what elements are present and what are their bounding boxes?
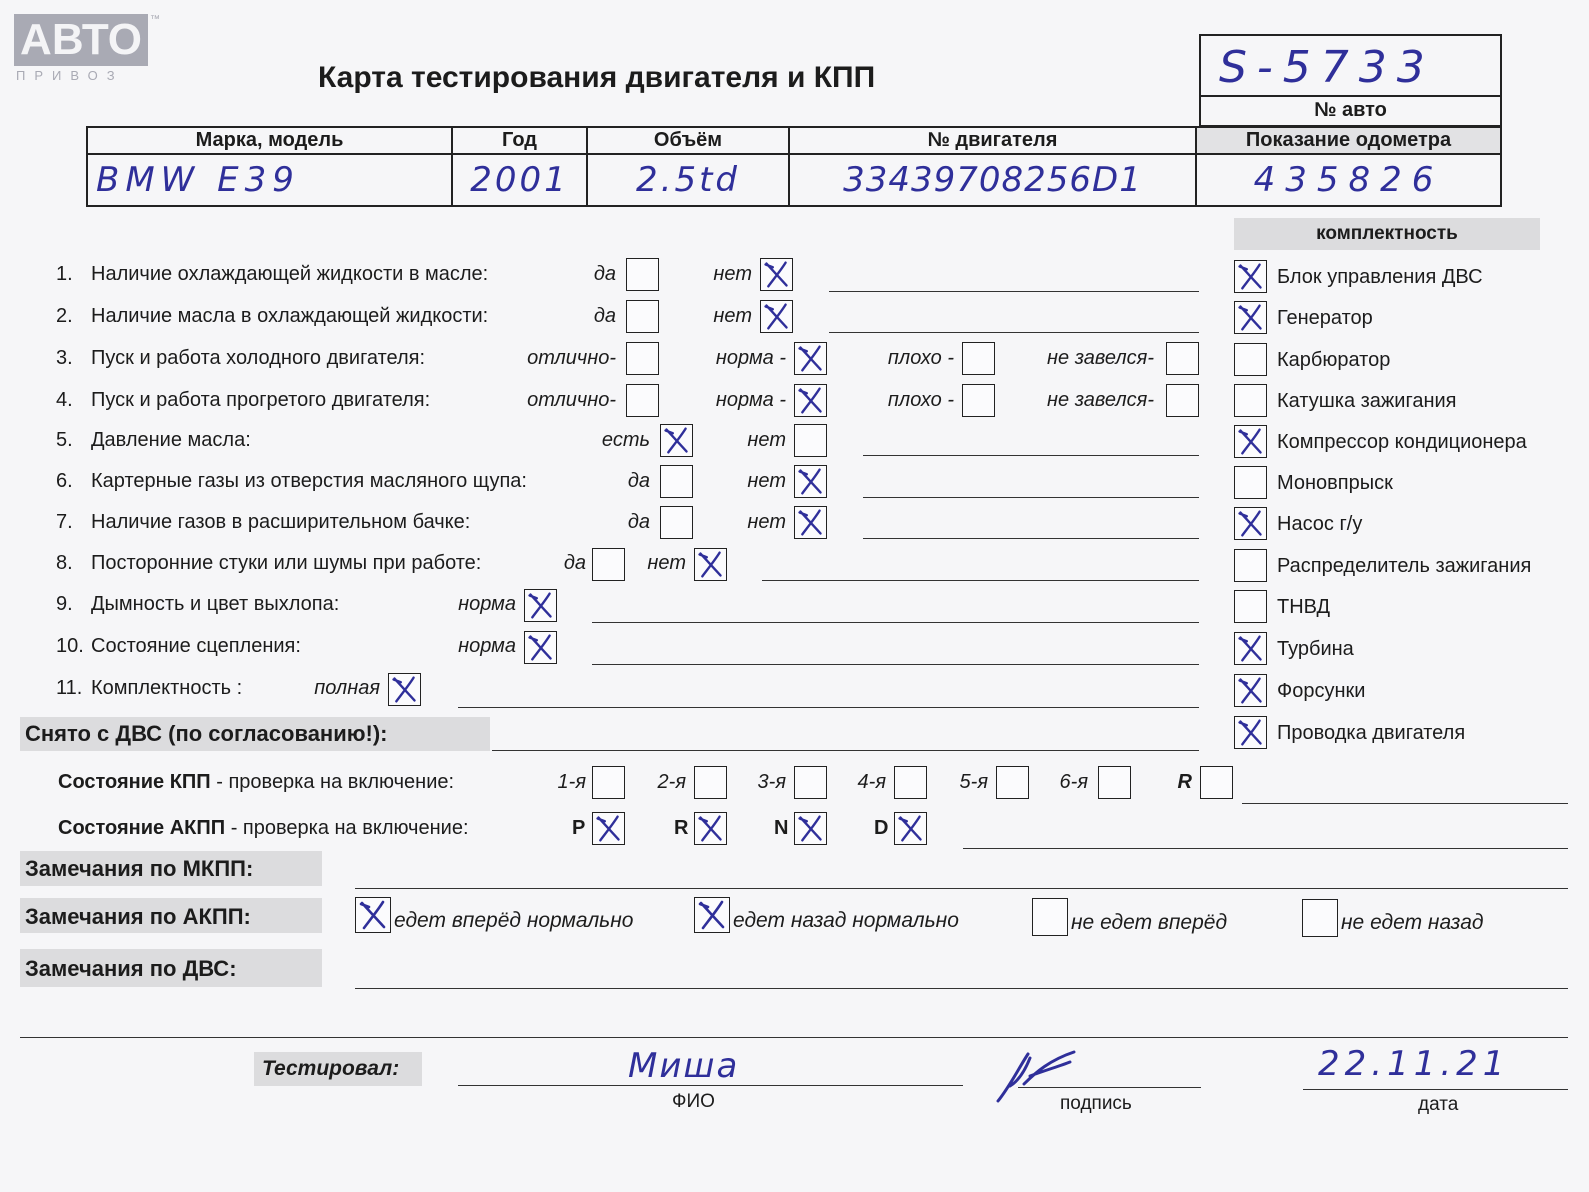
akpp-remark-label: едет вперёд нормально (394, 909, 634, 932)
item-number: 5. (56, 429, 73, 451)
akpp-mode-checkbox[interactable] (592, 812, 625, 845)
akpp-mode-label: N (774, 817, 789, 839)
komplekt-checkbox[interactable] (1234, 260, 1267, 293)
logo-sub: ПРИВОЗ (16, 68, 124, 83)
komplekt-label: Карбюратор (1277, 349, 1391, 371)
item-label: Дымность и цвет выхлопа: (91, 593, 340, 615)
option-label: полная (314, 677, 380, 699)
gear-checkbox[interactable] (794, 766, 827, 799)
option-checkbox[interactable] (1166, 342, 1199, 375)
option-checkbox[interactable] (760, 300, 793, 333)
check-mark-icon (389, 674, 420, 705)
gear-label: 3-я (757, 771, 786, 793)
option-label: нет (747, 511, 786, 533)
option-label: не завелся- (1047, 347, 1154, 369)
option-checkbox[interactable] (794, 384, 827, 417)
option-checkbox[interactable] (660, 465, 693, 498)
check-mark-icon (761, 301, 792, 332)
check-mark-icon (695, 549, 726, 580)
item-label: Комплектность : (91, 677, 243, 699)
tested-by-label: Тестировал: (262, 1057, 400, 1080)
remark-line (829, 291, 1199, 292)
komplekt-label: Генератор (1277, 307, 1373, 329)
komplekt-checkbox[interactable] (1234, 632, 1267, 665)
akpp-label (58, 816, 469, 840)
option-checkbox[interactable] (794, 424, 827, 457)
gear-checkbox[interactable] (1200, 766, 1233, 799)
check-mark-icon (1235, 717, 1266, 748)
option-label: плохо - (887, 347, 954, 369)
item-number: 10. (56, 635, 84, 657)
logo-tm: ™ (150, 14, 160, 25)
akpp-line (963, 848, 1568, 849)
tester-name: Миша (628, 1046, 740, 1086)
date-line (1303, 1089, 1568, 1090)
check-mark-icon (1235, 261, 1266, 292)
akpp-remark-checkbox[interactable] (694, 897, 730, 933)
option-label: не завелся- (1047, 389, 1154, 411)
auto-number-box (1199, 34, 1502, 127)
option-checkbox[interactable] (694, 548, 727, 581)
remark-line (762, 580, 1199, 581)
item-label: Посторонние стуки или шумы при работе: (91, 552, 482, 574)
check-mark-icon (525, 632, 556, 663)
check-mark-icon (1235, 302, 1266, 333)
check-mark-icon (695, 898, 729, 932)
vehicle-header-table (86, 126, 1502, 207)
komplekt-label: Катушка зажигания (1277, 390, 1457, 412)
akpp-remark-checkbox[interactable] (1032, 898, 1068, 936)
check-mark-icon (695, 813, 726, 844)
option-checkbox[interactable] (1166, 384, 1199, 417)
komplekt-label: Компрессор кондиционера (1277, 431, 1527, 453)
item-number: 6. (56, 470, 73, 492)
item-number: 11. (56, 677, 83, 699)
akpp-mode-checkbox[interactable] (894, 812, 927, 845)
check-mark-icon (356, 898, 390, 932)
gear-label: 2-я (657, 771, 686, 793)
option-checkbox[interactable] (626, 258, 659, 291)
item-label: Пуск и работа холодного двигателя: (91, 347, 426, 369)
remarks-dvs-label: Замечания по ДВС: (25, 956, 237, 981)
col-engine-number: № двигателя (789, 127, 1196, 154)
option-label: да (593, 263, 616, 285)
test-date: 22.11.21 (1318, 1044, 1510, 1084)
remarks-mkpp-label: Замечания по МКПП: (25, 856, 254, 881)
option-label: норма - (715, 389, 786, 411)
gear-checkbox[interactable] (694, 766, 727, 799)
check-mark-icon (761, 259, 792, 290)
option-checkbox[interactable] (794, 465, 827, 498)
option-label: нет (647, 552, 686, 574)
remark-line (863, 538, 1199, 539)
item-number: 3. (56, 347, 73, 369)
remark-line (592, 622, 1199, 623)
komplekt-checkbox[interactable] (1234, 590, 1267, 623)
komplekt-label: Блок управления ДВС (1277, 266, 1483, 288)
kpp-line (1242, 803, 1568, 804)
option-label: нет (713, 305, 752, 327)
akpp-label-bold: Состояние АКПП (58, 817, 226, 839)
option-checkbox[interactable] (524, 631, 557, 664)
akpp-mode-label: P (572, 817, 586, 839)
option-label: да (563, 552, 586, 574)
option-checkbox[interactable] (660, 506, 693, 539)
komplekt-label: Распределитель зажигания (1277, 555, 1532, 577)
page-title: Карта тестирования двигателя и КПП (318, 61, 876, 94)
removed-line (492, 750, 1199, 751)
komplekt-label: Турбина (1277, 638, 1354, 660)
komplekt-checkbox[interactable] (1234, 716, 1267, 749)
akpp-mode-label: R (674, 817, 689, 839)
remark-line (458, 707, 1199, 708)
akpp-label-rest: - проверка на включение: (225, 817, 469, 839)
gear-label: R (1177, 771, 1192, 793)
remark-line (829, 332, 1199, 333)
remarks-extra-line (20, 1037, 1568, 1038)
gear-checkbox[interactable] (592, 766, 625, 799)
option-label: отлично- (527, 389, 616, 411)
date-caption: дата (1418, 1094, 1459, 1115)
remarks-dvs-line (355, 988, 1568, 989)
gear-label: 5-я (959, 771, 988, 793)
akpp-remark-checkbox[interactable] (355, 897, 391, 933)
option-checkbox[interactable] (962, 342, 995, 375)
gear-label: 1-я (557, 771, 586, 793)
option-label: да (627, 511, 650, 533)
option-label: нет (747, 429, 786, 451)
komplekt-label: Форсунки (1277, 680, 1366, 702)
kpp-label-bold: Состояние КПП (58, 771, 211, 793)
komplekt-label: Проводка двигателя (1277, 722, 1466, 744)
option-label: норма - (715, 347, 786, 369)
signature-line (1018, 1087, 1201, 1088)
option-label: да (593, 305, 616, 327)
gear-checkbox[interactable] (1098, 766, 1131, 799)
val-odometer: 435826 (1253, 160, 1444, 200)
option-checkbox[interactable] (794, 506, 827, 539)
check-mark-icon (795, 507, 826, 538)
item-label: Состояние сцепления: (91, 635, 301, 657)
check-mark-icon (593, 813, 624, 844)
item-label: Картерные газы из отверстия масляного щупа: (91, 470, 527, 492)
komplekt-label: Моновпрыск (1277, 472, 1393, 494)
komplekt-label: ТНВД (1277, 596, 1331, 618)
kpp-label-rest: - проверка на включение: (210, 771, 455, 793)
komplekt-label: Насос г/у (1277, 513, 1363, 535)
check-mark-icon (1235, 633, 1266, 664)
col-volume: Объём (587, 127, 789, 154)
komplekt-checkbox[interactable] (1234, 549, 1267, 582)
item-number: 8. (56, 552, 73, 574)
item-number: 7. (56, 511, 73, 533)
item-label: Наличие охлаждающей жидкости в масле: (91, 263, 489, 285)
komplekt-checkbox[interactable] (1234, 507, 1267, 540)
komplekt-title: комплектность (1316, 223, 1458, 244)
option-checkbox[interactable] (388, 673, 421, 706)
removed-label: Снято с ДВС (по согласованию!): (25, 721, 388, 746)
auto-number-value: S-5733 (1219, 42, 1435, 93)
auto-number-label: № авто (1314, 99, 1387, 121)
option-label: есть (601, 429, 650, 451)
option-label: отлично- (527, 347, 616, 369)
akpp-mode-label: D (874, 817, 889, 839)
option-label: плохо - (887, 389, 954, 411)
remark-line (863, 497, 1199, 498)
akpp-remark-label: не едет вперёд (1071, 911, 1228, 934)
check-mark-icon (795, 813, 826, 844)
check-mark-icon (895, 813, 926, 844)
col-year: Год (452, 127, 587, 154)
check-mark-icon (1235, 675, 1266, 706)
akpp-remark-label: не едет назад (1341, 911, 1484, 934)
logo (14, 14, 160, 84)
option-checkbox[interactable] (592, 548, 625, 581)
akpp-mode-checkbox[interactable] (694, 812, 727, 845)
gear-label: 6-я (1059, 771, 1088, 793)
gear-checkbox[interactable] (894, 766, 927, 799)
option-checkbox[interactable] (626, 300, 659, 333)
komplekt-checkbox[interactable] (1234, 343, 1267, 376)
check-mark-icon (795, 385, 826, 416)
check-mark-icon (795, 466, 826, 497)
option-checkbox[interactable] (524, 589, 557, 622)
item-label: Давление масла: (91, 429, 251, 451)
item-number: 4. (56, 389, 73, 411)
item-label: Пуск и работа прогретого двигателя: (91, 389, 431, 411)
check-mark-icon (795, 343, 826, 374)
option-checkbox[interactable] (794, 342, 827, 375)
check-mark-icon (525, 590, 556, 621)
option-checkbox[interactable] (660, 424, 693, 457)
col-odometer: Показание одометра (1196, 127, 1501, 154)
fio-caption: ФИО (672, 1091, 715, 1112)
item-label: Наличие газов в расширительном бачке: (91, 511, 471, 533)
val-engine-number: 33439708256D1 (843, 160, 1142, 200)
logo-main: АВТО (14, 14, 148, 66)
komplekt-checkbox[interactable] (1234, 466, 1267, 499)
akpp-remark-checkbox[interactable] (1302, 899, 1338, 937)
val-year: 2001 (470, 160, 569, 200)
val-brand: BMW E39 (96, 160, 300, 200)
komplekt-checkbox[interactable] (1234, 384, 1267, 417)
item-number: 2. (56, 305, 73, 327)
item-number: 1. (56, 263, 73, 285)
remark-line (592, 664, 1199, 665)
akpp-remark-label: едет назад нормально (733, 909, 959, 932)
komplekt-checkbox[interactable] (1234, 301, 1267, 334)
option-label: норма (458, 635, 516, 657)
item-label: Наличие масла в охлаждающей жидкости: (91, 305, 489, 327)
remarks-mkpp-line (355, 888, 1568, 889)
komplekt-checkbox[interactable] (1234, 674, 1267, 707)
akpp-mode-checkbox[interactable] (794, 812, 827, 845)
signature-caption: подпись (1060, 1093, 1132, 1114)
val-volume: 2.5td (636, 160, 740, 200)
option-checkbox[interactable] (626, 384, 659, 417)
check-mark-icon (661, 425, 692, 456)
kpp-label (58, 770, 454, 794)
option-label: нет (747, 470, 786, 492)
col-brand: Марка, модель (87, 127, 452, 154)
gear-label: 4-я (857, 771, 886, 793)
option-label: нет (713, 263, 752, 285)
check-mark-icon (1235, 508, 1266, 539)
komplekt-checkbox[interactable] (1234, 425, 1267, 458)
check-mark-icon (1235, 426, 1266, 457)
item-number: 9. (56, 593, 73, 615)
gear-checkbox[interactable] (996, 766, 1029, 799)
option-checkbox[interactable] (626, 342, 659, 375)
option-checkbox[interactable] (962, 384, 995, 417)
remark-line (863, 455, 1199, 456)
option-label: норма (458, 593, 516, 615)
option-checkbox[interactable] (760, 258, 793, 291)
fio-line (458, 1085, 963, 1086)
remarks-akpp-label: Замечания по АКПП: (25, 904, 251, 929)
option-label: да (627, 470, 650, 492)
